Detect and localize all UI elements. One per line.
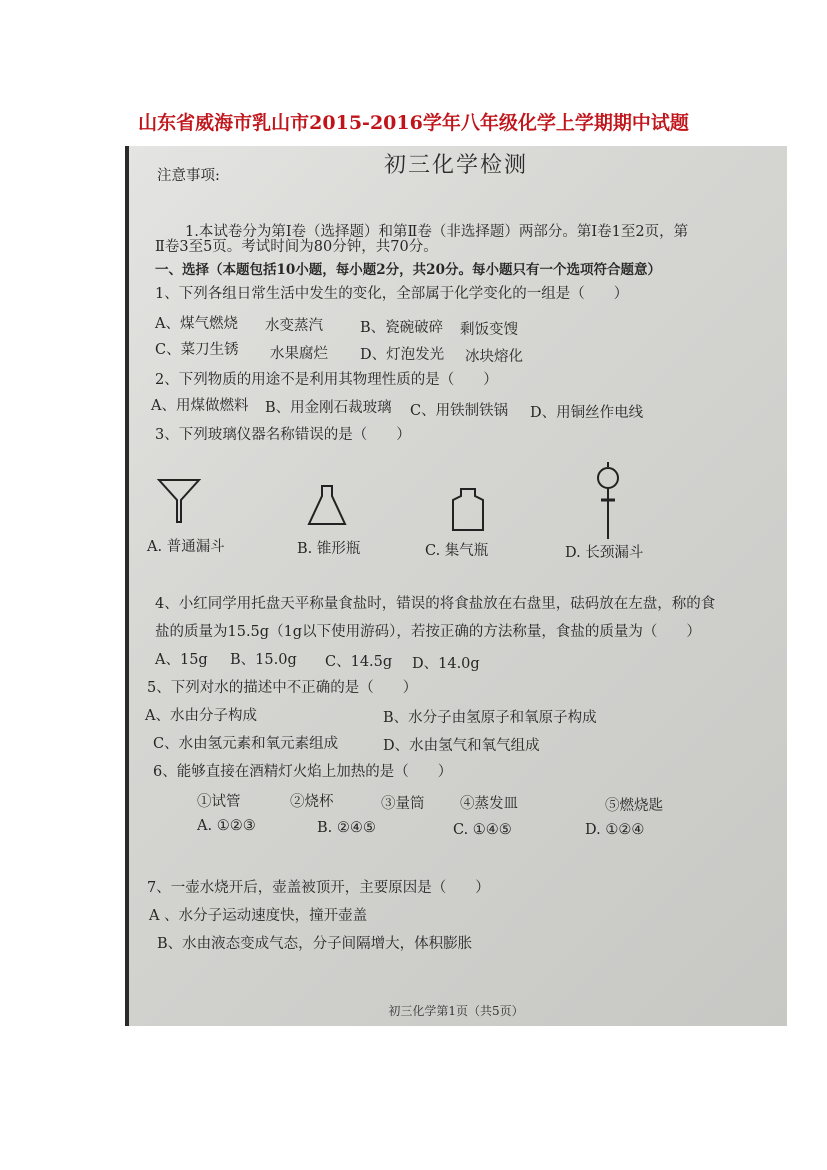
q1-option-c-item2: 水果腐烂 [270,346,328,362]
notice-item1-line1: 1.本试卷分为第Ⅰ卷（选择题）和第Ⅱ卷（非选择题）两部分。第Ⅰ卷1至2页，第 [185,224,689,240]
q4-option-b: B、15.0g [230,652,297,668]
q1-option-d-item2: 冰块熔化 [465,349,523,365]
q4-option-d: D、14.0g [412,656,480,672]
q3-option-b: B. 锥形瓶 [297,541,361,557]
q1-option-a-item1: A、煤气燃烧 [155,316,238,332]
photo-edge [125,146,129,1026]
q4-option-a: A、15g [155,652,208,668]
q1-option-d-item1: D、灯泡发光 [360,347,445,363]
q5-option-b: B、水分子由氢原子和氧原子构成 [383,710,597,726]
q4-stem-line1: 4、小红同学用托盘天平称量食盐时，错误的将食盐放在右盘里，砝码放在左盘，称的食 [155,596,716,612]
q5-stem: 5、下列对水的描述中不正确的是（ ） [147,680,418,696]
q7-stem: 7、一壶水烧开后，壶盖被顶开，主要原因是（ ） [147,880,490,896]
q4-stem-line2: 盐的质量为15.5g（1g以下使用游码），若按正确的方法称量，食盐的质量为（ ） [155,624,701,640]
funnel-icon [155,476,203,526]
q6-option-b: B. ②④⑤ [317,820,376,836]
q6-option-a: A. ①②③ [197,818,256,834]
q6-item-1: ①试管 [197,794,241,810]
q4-option-c: C、14.5g [325,654,393,670]
document-title: 山东省威海市乳山市2015-2016学年八年级化学上学期期中试题 [138,112,689,134]
q2-option-b: B、用金刚石裁玻璃 [265,400,392,416]
q3-option-d: D. 长颈漏斗 [565,545,644,561]
q6-item-2: ②烧杯 [290,794,334,810]
notice-item1-line2: Ⅱ卷3至5页。考试时间为80分钟，共70分。 [155,239,438,255]
section1-heading: 一、选择（本题包括10小题，每小题2分，共20分。每小题只有一个选项符合题意） [155,262,661,278]
q7-option-a: A 、水分子运动速度快，撞开壶盖 [149,908,368,924]
q3-option-c: C. 集气瓶 [425,543,489,559]
q1-option-b-item2: 剩饭变馊 [460,322,518,338]
long-neck-funnel-icon [593,460,623,540]
q7-option-b: B、水由液态变成气态，分子间隔增大，体积膨胀 [157,936,473,952]
q6-item-4: ④蒸发皿 [460,796,518,812]
q1-option-b-item1: B、瓷碗破碎 [360,320,444,336]
page-footer: 初三化学第1页（共5页） [388,1004,524,1018]
q1-option-a-item2: 水变蒸汽 [265,318,323,334]
q2-stem: 2、下列物质的用途不是利用其物理性质的是（ ） [155,372,498,388]
q5-option-c: C、水由氢元素和氧元素组成 [153,736,339,752]
exam-photo [125,146,787,1026]
q6-item-3: ③量筒 [381,796,425,812]
gas-jar-icon [447,486,489,534]
exam-heading: 初三化学检测 [383,153,528,178]
q1-option-c-item1: C、菜刀生锈 [155,342,239,358]
q2-option-a: A、用煤做燃料 [151,398,249,414]
conical-flask-icon [305,482,349,528]
q5-option-d: D、水由氢气和氧气组成 [383,738,540,754]
q2-option-c: C、用铁制铁锅 [410,403,509,419]
q6-option-d: D. ①②④ [585,822,645,838]
q1-stem: 1、下列各组日常生活中发生的变化，全部属于化学变化的一组是（ ） [155,286,629,302]
q5-option-a: A、水由分子构成 [145,708,257,724]
q6-stem: 6、能够直接在酒精灯火焰上加热的是（ ） [153,764,453,780]
q6-option-c: C. ①④⑤ [453,822,512,838]
q6-item-5: ⑤燃烧匙 [605,798,663,814]
q3-option-a: A. 普通漏斗 [147,539,225,555]
q3-stem: 3、下列玻璃仪器名称错误的是（ ） [155,427,411,443]
notice-label: 注意事项: [157,168,220,184]
q2-option-d: D、用铜丝作电线 [530,405,644,421]
